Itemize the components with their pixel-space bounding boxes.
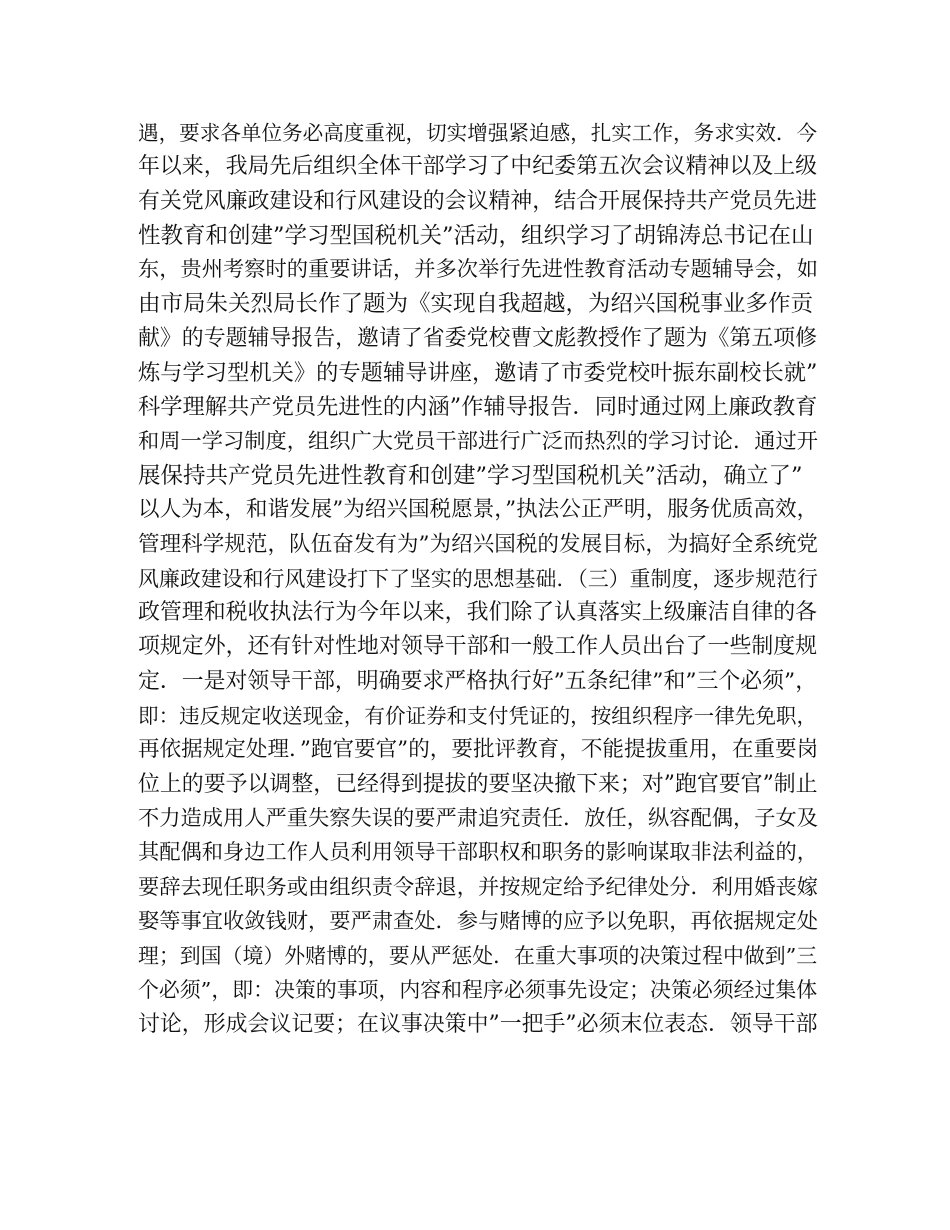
text-line: 讨论，形成会议记要；在议事决策中”一把手”必须末位表态．领导干部 xyxy=(138,1011,818,1037)
text-line: 炼与学习型机关》的专题辅导讲座，邀请了市委党校叶振东副校长就” xyxy=(138,360,818,387)
text-line: 东，贵州考察时的重要讲话，并多次举行先进性教育活动专题辅导会，如 xyxy=(138,257,819,283)
text-line: 要辞去现任职务或由组织责令辞退，并按规定给予纪律处分．利用婚丧嫁 xyxy=(138,874,819,900)
text-line: 再依据规定处理．”跑官要官”的，要批评教育，不能提拔重用，在重要岗 xyxy=(138,737,819,763)
text-line: 个必须”，即：决策的事项，内容和程序必须事先设定；决策必须经过集体 xyxy=(138,978,818,1003)
text-line: 即：违反规定收送现金，有价证券和支付凭证的，按组织程序一律先免职， xyxy=(138,704,818,729)
text-line: 遇，要求各单位务必高度重视，切实增强紧迫感，扎实工作，务求实效．今 xyxy=(138,121,818,145)
text-line: 性教育和创建”学习型国税机关”活动，组织学习了胡锦涛总书记在山 xyxy=(138,222,814,249)
text-line: 科学理解共产党员先进性的内涵”作辅导报告．同时通过网上廉政教育 xyxy=(138,394,818,421)
text-line: 有关党风廉政建设和行风建设的会议精神，结合开展保持共产党员先进 xyxy=(138,188,818,214)
text-line: 定．一是对领导干部，明确要求严格执行好”五条纪律”和”三个必须”， xyxy=(138,668,818,694)
text-line: 管理科学规范，队伍奋发有为”为绍兴国税的发展目标，为搞好全系统党 xyxy=(138,531,818,557)
text-line: 不力造成用人严重失察失误的要严肃追究责任．放任，纵容配偶，子女及 xyxy=(138,805,819,831)
text-line: 由市局朱关烈局长作了题为《实现自我超越，为绍兴国税事业多作贡 xyxy=(138,291,814,318)
text-line: 娶等事宜收敛钱财，要严肃查处．参与赌博的应予以免职，再依据规定处 xyxy=(138,908,819,934)
text-line: 献》的专题辅导报告，邀请了省委党校曹文彪教授作了题为《第五项修 xyxy=(138,325,818,351)
text-line: 理；到国（境）外赌博的，要从严惩处．在重大事项的决策过程中做到”三 xyxy=(138,944,818,969)
text-line: 以人为本，和谐发展”为绍兴国税愿景，”执法公正严明，服务优质高效， xyxy=(138,497,819,523)
text-line: 位上的要予以调整，已经得到提拔的要坚决撤下来；对”跑官要官”制止 xyxy=(138,771,818,797)
text-line: 和周一学习制度，组织广大党员干部进行广泛而热烈的学习讨论．通过开 xyxy=(138,428,819,454)
text-line: 风廉政建设和行风建设打下了坚实的思想基础．（三）重制度，逐步规范行 xyxy=(138,566,818,591)
text-line: 年以来，我局先后组织全体干部学习了中纪委第五次会议精神以及上级 xyxy=(138,154,818,180)
document-body xyxy=(138,116,818,1042)
text-line: 政管理和税收执法行为今年以来，我们除了认真落实上级廉洁自律的各 xyxy=(138,600,818,626)
text-line: 项规定外，还有针对性地对领导干部和一般工作人员出台了一些制度规 xyxy=(138,634,818,660)
text-line: 其配偶和身边工作人员利用领导干部职权和职务的影响谋取非法利益的， xyxy=(138,840,819,866)
text-line: 展保持共产党员先进性教育和创建”学习型国税机关”活动，确立了” xyxy=(138,462,803,489)
